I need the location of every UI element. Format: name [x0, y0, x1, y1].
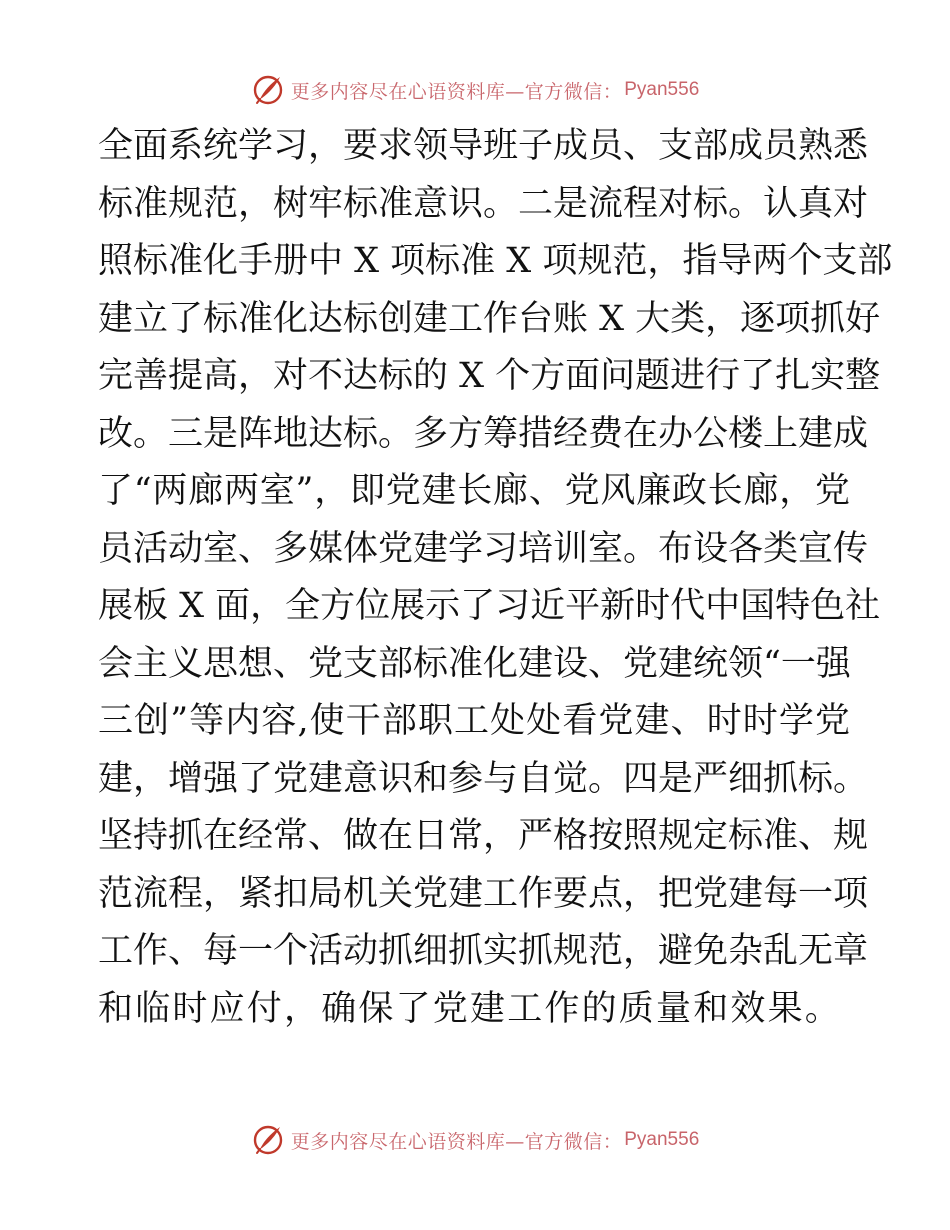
body-line: 展板 X 面，全方位展示了习近平新时代中国特色社 — [98, 586, 881, 626]
body-line: 员活动室、多媒体党建学习培训室。布设各类宣传 — [98, 528, 869, 569]
header-banner — [0, 70, 950, 110]
body-line: 工作、每一个活动抓细抓实抓规范，避免杂乱无章 — [98, 931, 869, 971]
body-line: 和临时应付，确保了党建工作的质量和效果。 — [98, 988, 843, 1029]
body-line: 会主义思想、党支部标准化建设、党建统领“一强 — [98, 643, 851, 684]
header-wechat-id: Pyan556 — [624, 79, 700, 100]
body-line: 坚持抓在经常、做在日常，严格按照规定标准、规 — [98, 816, 869, 856]
body-line: 照标准化手册中 X 项标准 X 项规范，指导两个支部 — [98, 241, 893, 281]
quill-pen-icon — [251, 1123, 285, 1157]
body-line: 完善提高，对不达标的 X 个方面问题进行了扎实整 — [98, 356, 881, 396]
body-line: 建，增强了党建意识和参与自觉。四是严细抓标。 — [98, 758, 869, 799]
footer-site-text: 更多内容尽在心语资料库—官方微信： — [290, 1130, 623, 1153]
body-line: 范流程，紧扣局机关党建工作要点，把党建每一项 — [98, 873, 869, 914]
quill-pen-icon — [251, 73, 285, 107]
body-line: 三创”等内容,使干部职工处处看党建、时时学党 — [98, 701, 850, 741]
body-line: 建立了标准化达标创建工作台账 X 大类，逐项抓好 — [98, 298, 881, 339]
header-site-text: 更多内容尽在心语资料库—官方微信： — [290, 80, 623, 103]
document-body — [98, 118, 893, 1038]
body-line: 改。三是阵地达标。多方筹措经费在办公楼上建成 — [98, 413, 869, 454]
footer-wechat-id: Pyan556 — [624, 1129, 700, 1150]
footer-banner — [0, 1120, 950, 1160]
body-line: 标准规范，树牢标准意识。二是流程对标。认真对 — [98, 183, 869, 224]
body-line: 了“两廊两室”，即党建长廊、党风廉政长廊，党 — [98, 471, 850, 511]
body-line: 全面系统学习，要求领导班子成员、支部成员熟悉 — [98, 126, 869, 166]
